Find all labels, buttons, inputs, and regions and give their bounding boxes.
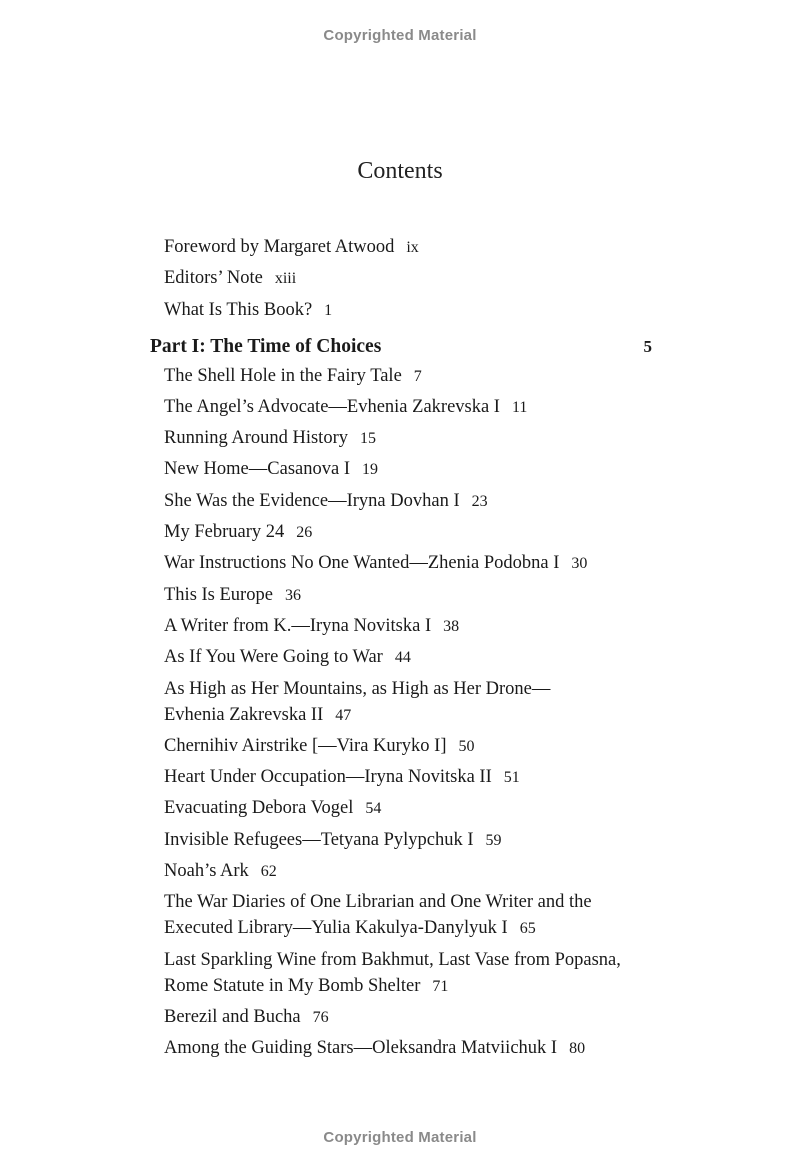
toc-entry-title: This Is Europe: [164, 584, 273, 605]
toc-entry-page: 1: [324, 301, 333, 319]
toc-entry: [150, 1035, 660, 1062]
toc-entry-title: New Home—Casanova I: [164, 459, 350, 480]
toc-entry-page: xiii: [274, 270, 297, 288]
toc-entry-page: ix: [406, 239, 419, 256]
toc-entry: [150, 733, 660, 760]
table-of-contents: [150, 234, 660, 1067]
toc-entry-title: The War Diaries of One Librarian and One Writer and the: [164, 892, 592, 913]
toc-entry-title: The Shell Hole in the Fairy Tale: [164, 365, 402, 386]
toc-entry-title: Chernihiv Airstrike [—Vira Kuryko I]: [164, 735, 447, 756]
toc-entry-title: Berezil and Bucha: [164, 1006, 301, 1027]
toc-entry-title: Heart Under Occupation—Iryna Novitska II: [164, 767, 492, 788]
toc-entry-page: 80: [569, 1040, 586, 1058]
toc-entry-title-continued: Rome Statute in My Bomb Shelter: [164, 975, 421, 996]
toc-entry: [150, 582, 660, 609]
part-page: 5: [643, 336, 652, 356]
toc-entry-title: She Was the Evidence—Iryna Dovhan I: [164, 490, 460, 511]
toc-entry-page: 19: [361, 461, 378, 479]
toc-entry-title: Among the Guiding Stars—Oleksandra Matviichuk I: [164, 1038, 558, 1059]
toc-entry: [150, 488, 660, 515]
toc-entry-title: My February 24: [164, 522, 285, 543]
part-entries-list: [150, 363, 660, 1063]
toc-entry: [150, 550, 660, 577]
toc-entry-page: 62: [260, 863, 277, 881]
toc-entry: [150, 394, 660, 421]
part-title: Part I: The Time of Choices: [150, 335, 382, 357]
toc-entry-page: 59: [485, 831, 502, 849]
toc-entry: [150, 234, 660, 261]
toc-entry: [150, 265, 660, 292]
toc-entry: [150, 858, 660, 885]
toc-entry-page: 65: [519, 920, 536, 938]
toc-entry-page: 7: [413, 367, 422, 385]
toc-entry-title: Running Around History: [164, 428, 348, 449]
toc-entry: [150, 889, 660, 942]
toc-entry: [150, 425, 660, 452]
toc-entry-page: 38: [443, 617, 460, 635]
toc-entry-title: As If You Were Going to War: [164, 647, 383, 668]
copyright-watermark-bottom: Copyrighted Material: [323, 1129, 477, 1146]
toc-entry-page: 15: [359, 430, 376, 448]
toc-entry-title: Evacuating Debora Vogel: [164, 798, 354, 819]
page-title: Contents: [357, 158, 443, 184]
toc-entry-page: 30: [571, 555, 588, 573]
toc-entry-page: 44: [394, 649, 411, 667]
toc-entry-page: 76: [312, 1008, 329, 1026]
toc-entry: [150, 1004, 660, 1031]
toc-entry-page: 54: [365, 800, 382, 818]
front-matter-list: [150, 234, 660, 324]
toc-entry-title-continued: Evhenia Zakrevska II: [164, 704, 324, 725]
toc-entry-title: Foreword by Margaret Atwood: [164, 237, 395, 257]
toc-entry: [150, 795, 660, 822]
toc-entry: [150, 947, 660, 1000]
toc-entry-title-continued: Executed Library—Yulia Kakulya-Danylyuk I: [164, 918, 508, 939]
toc-entry-page: 47: [335, 706, 352, 724]
toc-entry-page: 26: [296, 524, 313, 542]
toc-entry: [150, 519, 660, 546]
toc-entry-title: Noah’s Ark: [164, 861, 249, 882]
toc-entry: [150, 764, 660, 791]
toc-entry-title: Editors’ Note: [164, 268, 263, 289]
toc-entry-title: Invisible Refugees—Tetyana Pylypchuk I: [164, 829, 474, 850]
toc-entry-title: Last Sparkling Wine from Bakhmut, Last Vase from Popasna,: [164, 949, 621, 970]
toc-entry: [150, 827, 660, 854]
toc-entry-title: What Is This Book?: [164, 299, 313, 320]
toc-entry-page: 23: [471, 492, 488, 510]
toc-entry: [150, 297, 660, 324]
toc-entry: [150, 363, 660, 390]
toc-entry-page: 51: [503, 769, 520, 787]
toc-entry: [150, 676, 660, 729]
toc-entry: [150, 613, 660, 640]
part-heading: [150, 334, 660, 360]
copyright-watermark-top: Copyrighted Material: [323, 27, 477, 44]
toc-entry-title: A Writer from K.—Iryna Novitska I: [164, 615, 432, 636]
toc-entry: [150, 644, 660, 671]
toc-entry-title: War Instructions No One Wanted—Zhenia Podobna I: [164, 553, 560, 574]
toc-entry-page: 11: [511, 398, 528, 416]
toc-entry: [150, 456, 660, 483]
toc-entry-title: The Angel’s Advocate—Evhenia Zakrevska I: [164, 396, 500, 417]
toc-entry-page: 36: [284, 586, 301, 604]
toc-entry-page: 50: [458, 737, 475, 755]
toc-entry-title: As High as Her Mountains, as High as Her Drone—: [164, 678, 551, 699]
toc-entry-page: 71: [432, 977, 449, 995]
